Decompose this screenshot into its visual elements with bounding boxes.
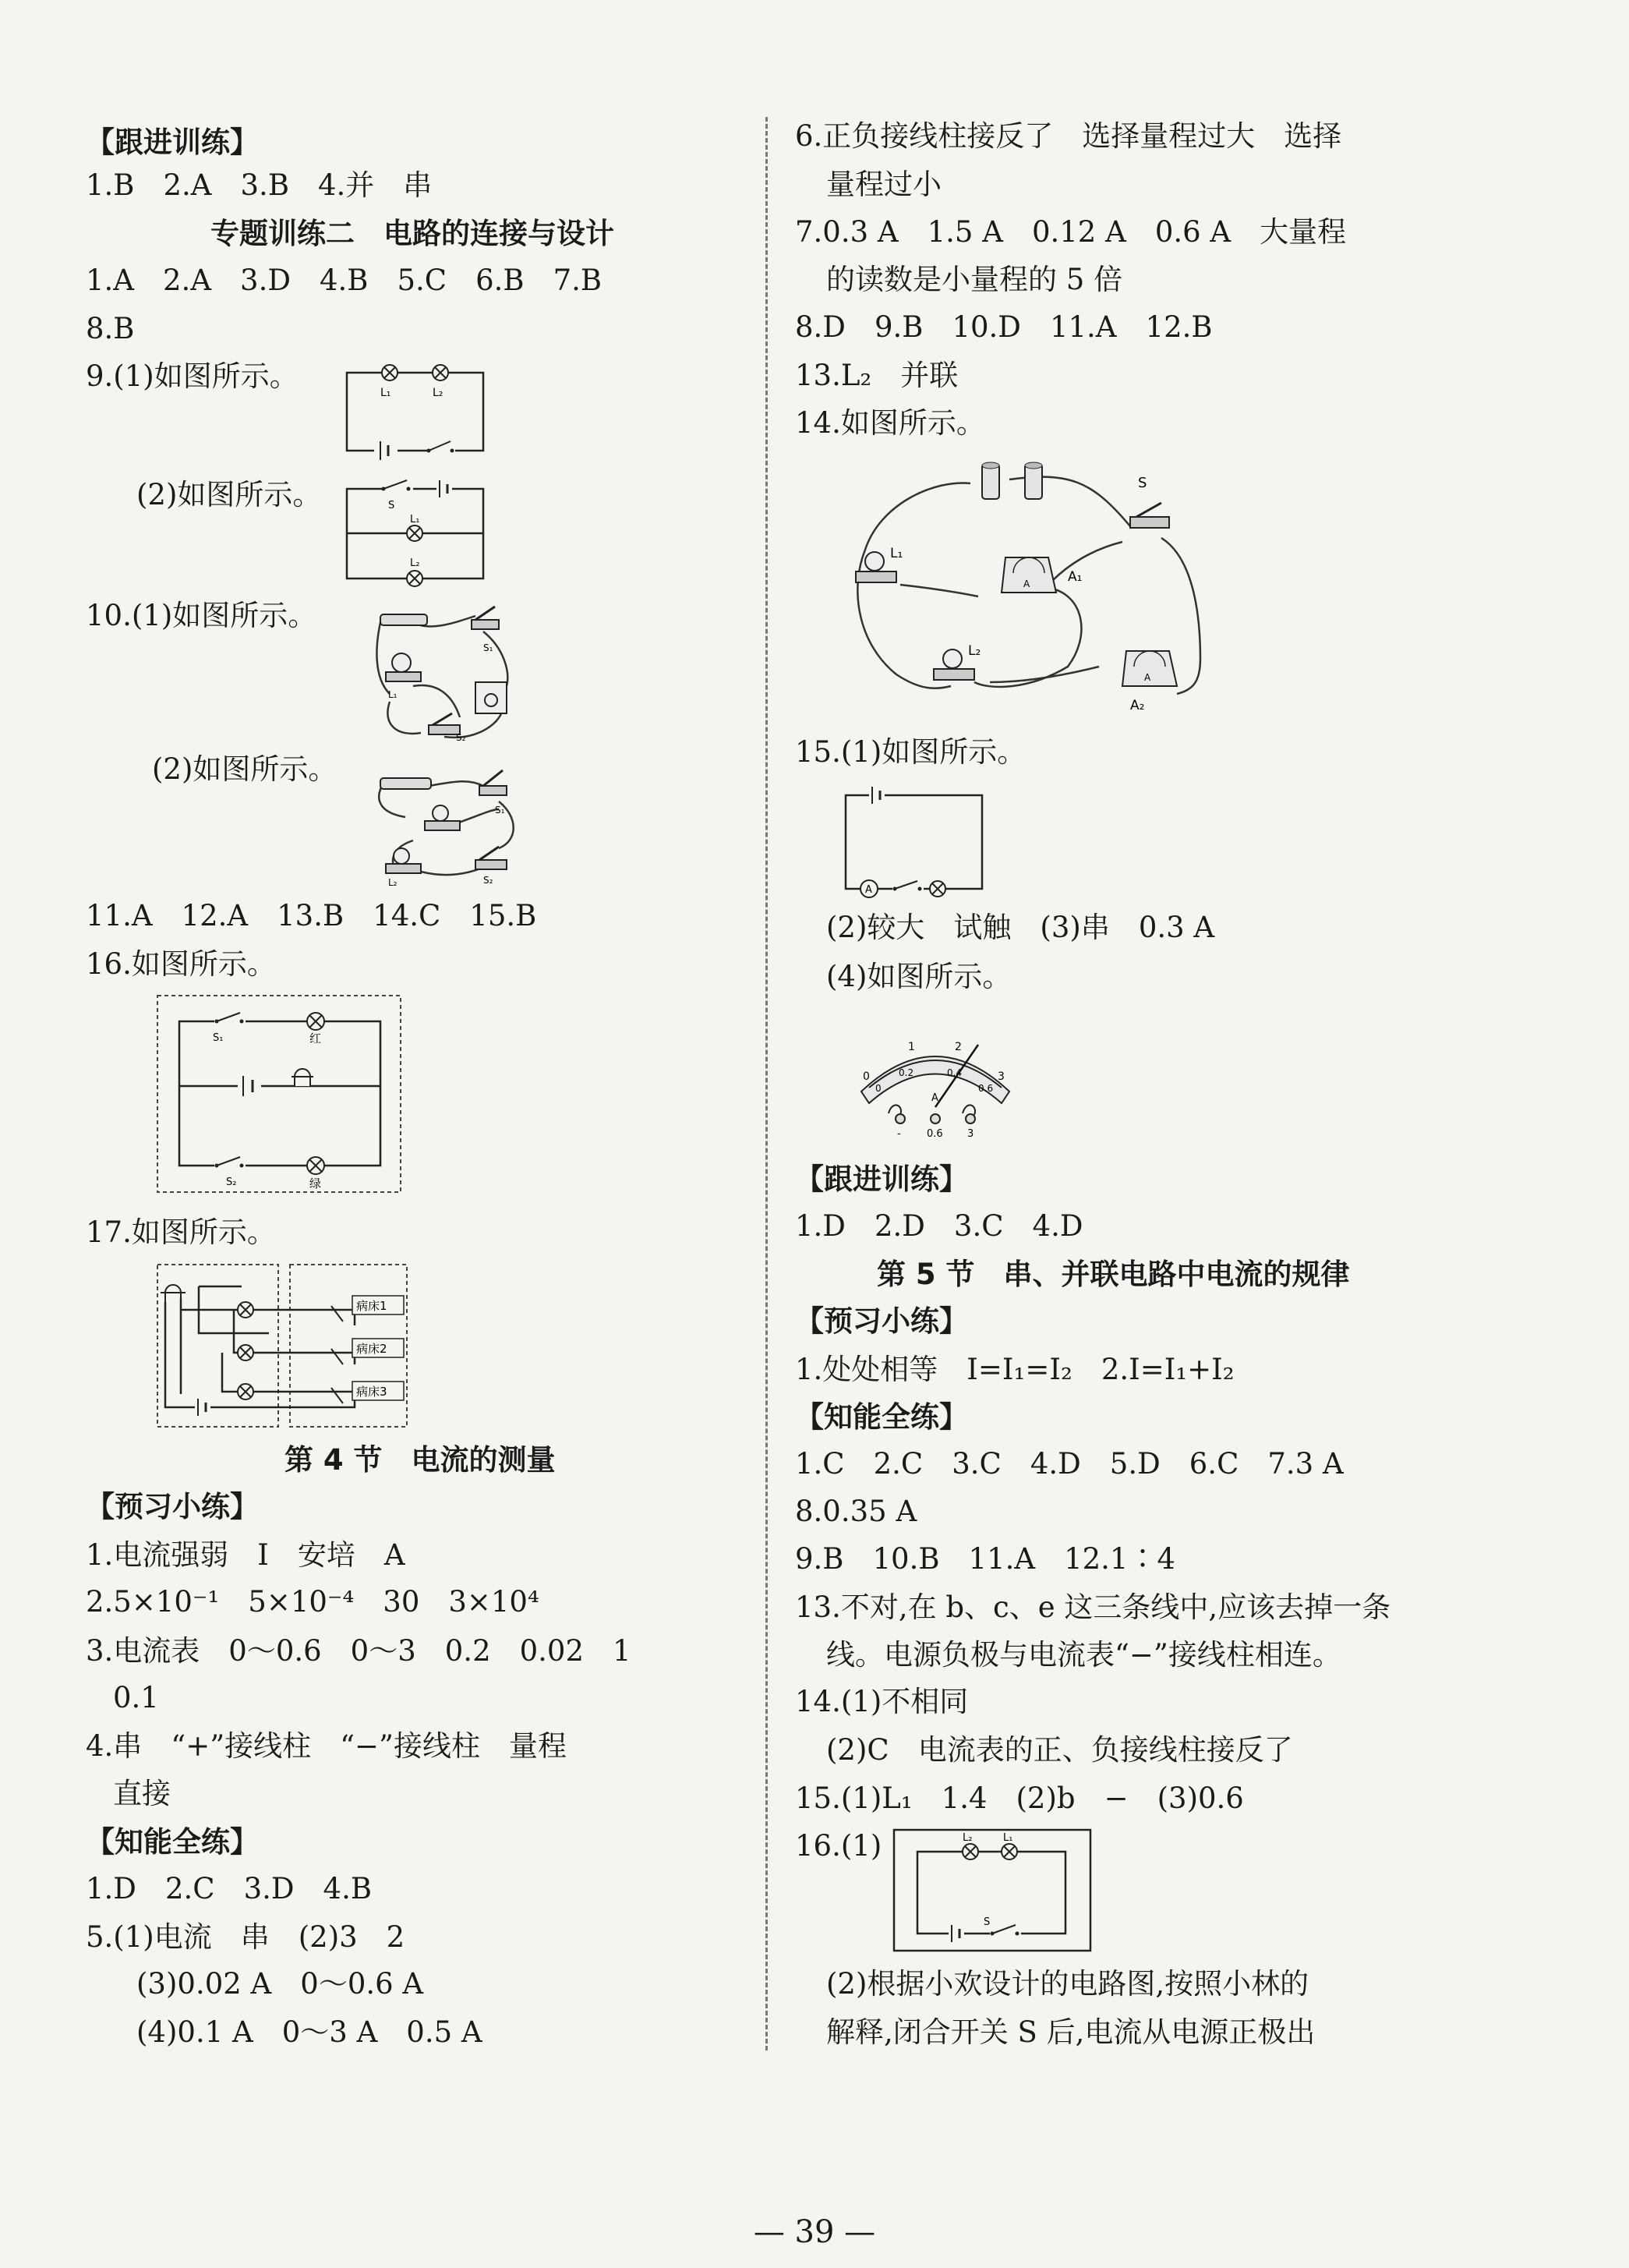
physical-circuit-14: [834, 456, 1208, 721]
terminal-06: 0.6: [927, 1128, 943, 1140]
ammeter-a1-mark: A: [1023, 578, 1030, 589]
answer-line: 16.如图所示。: [86, 947, 276, 981]
bed2-label: 病床2: [356, 1342, 387, 1356]
answer-line: 1.C 2.C 3.C 4.D 5.D 6.C 7.3 A: [795, 1447, 1344, 1481]
label-red: 红: [309, 1031, 322, 1046]
answer-line: 的读数是小量程的 5 倍: [826, 263, 1123, 296]
answer-line: (3)0.02 A 0～0.6 A: [136, 1967, 424, 2001]
circuit-diagram-15-1: [838, 784, 994, 900]
section-heading: 【知能全练】: [795, 1400, 968, 1434]
answer-line: 15.(1)L₁ 1.4 (2)b − (3)0.6: [795, 1781, 1244, 1815]
bed1-label: 病床1: [356, 1299, 387, 1313]
answer-line: (4)如图所示。: [826, 960, 1012, 993]
circuit-diagram-16-1: [892, 1828, 1095, 1953]
answer-line: 0.1: [113, 1681, 159, 1714]
terminal-minus: -: [897, 1128, 901, 1140]
circuit-diagram-9-2: [343, 477, 491, 586]
answer-line: 13.L₂ 并联: [795, 359, 959, 392]
answer-line: 11.A 12.A 13.B 14.C 15.B: [86, 899, 537, 932]
answer-line: 14.(1)不相同: [795, 1685, 969, 1718]
circuit-diagram-9-1: [343, 359, 491, 460]
answer-line: 8.B: [86, 312, 135, 345]
answer-line: 1.A 2.A 3.D 4.B 5.C 6.B 7.B: [86, 264, 602, 297]
answer-line: 线。电源负极与电流表“−”接线柱相连。: [826, 1638, 1341, 1672]
tick-0: 0: [863, 1070, 870, 1083]
label-l2: L₂: [388, 877, 398, 888]
ammeter-symbol: A: [865, 884, 872, 896]
label-s2: S₂: [456, 732, 466, 743]
answer-line: 16.(1): [795, 1829, 882, 1863]
answer-line: 15.(1)如图所示。: [795, 735, 1027, 769]
answer-line: (2)如图所示。: [136, 478, 322, 511]
answer-line: (2)如图所示。: [152, 752, 337, 786]
ammeter-dial-15-4: [846, 1014, 1025, 1138]
label-l2: L₂: [963, 1832, 973, 1844]
answer-line: 1.B 2.A 3.B 4.并 串: [86, 168, 433, 202]
label-l1: L₁: [1003, 1832, 1013, 1844]
answer-line: (2)C 电流表的正、负接线柱接反了: [826, 1733, 1293, 1767]
label-a2: A₂: [1130, 698, 1145, 713]
label-a1: A₁: [1068, 569, 1083, 585]
topic-title: 专题训练二 电路的连接与设计: [210, 217, 614, 250]
ammeter-a2-mark: A: [1144, 672, 1151, 683]
answer-line: 5.(1)电流 串 (2)3 2: [86, 1920, 405, 1954]
section-heading: 【预习小练】: [795, 1304, 968, 1338]
label-s1: S₁: [213, 1032, 224, 1044]
answer-line: 14.如图所示。: [795, 406, 985, 440]
label-l1: L₁: [410, 514, 420, 525]
answer-line: 解释,闭合开关 S 后,电流从电源正极出: [826, 2015, 1316, 2049]
label-s: S: [388, 500, 395, 511]
tick-0-small: 0: [875, 1083, 882, 1094]
label-l1: L₁: [388, 689, 398, 700]
answer-line: 2.5×10⁻¹ 5×10⁻⁴ 30 3×10⁴: [86, 1585, 539, 1619]
answer-line: 9.B 10.B 11.A 12.1∶4: [795, 1542, 1176, 1576]
answer-line: 8.D 9.B 10.D 11.A 12.B: [795, 310, 1213, 344]
circuit-diagram-17: [156, 1263, 413, 1431]
answer-line: 1.电流强弱 I 安培 A: [86, 1538, 405, 1572]
section-title: 第 4 节 电流的测量: [284, 1443, 556, 1477]
answer-line: 10.(1)如图所示。: [86, 599, 317, 632]
answer-line: 1.处处相等 I=I₁=I₂ 2.I=I₁+I₂: [795, 1353, 1235, 1386]
answer-line: 1.D 2.D 3.C 4.D: [795, 1209, 1083, 1243]
label-l2: L₂: [968, 643, 981, 659]
physical-circuit-10-1: [366, 600, 522, 745]
answer-line: 1.D 2.C 3.D 4.B: [86, 1872, 373, 1905]
section-heading: 【跟进训练】: [86, 126, 259, 159]
label-green: 绿: [309, 1176, 322, 1191]
answer-line: (2)较大 试触 (3)串 0.3 A: [826, 911, 1215, 944]
answer-line: 直接: [113, 1777, 171, 1810]
bed3-label: 病床3: [356, 1385, 387, 1399]
section-title: 第 5 节 串、并联电路中电流的规律: [877, 1258, 1350, 1291]
label-l1: L₁: [890, 546, 903, 561]
tick-2: 2: [955, 1041, 962, 1053]
answer-line: 量程过小: [826, 168, 942, 201]
column-divider: [765, 117, 768, 2050]
label-s: S: [1138, 475, 1147, 491]
answer-line: 6.正负接线柱接反了 选择量程过大 选择: [795, 119, 1342, 153]
answer-line: 8.0.35 A: [795, 1495, 917, 1528]
physical-circuit-10-2: [366, 755, 522, 887]
meter-unit: A: [931, 1092, 938, 1104]
section-heading: 【知能全练】: [86, 1825, 259, 1859]
page-number: — 39 —: [753, 2214, 876, 2250]
tick-02: 0.2: [899, 1067, 914, 1078]
label-s: S: [984, 1916, 991, 1928]
answer-line: 9.(1)如图所示。: [86, 359, 299, 393]
answer-line: 7.0.3 A 1.5 A 0.12 A 0.6 A 大量程: [795, 215, 1347, 249]
tick-06: 0.6: [978, 1083, 994, 1094]
label-s2: S₂: [483, 875, 493, 886]
tick-3: 3: [998, 1070, 1005, 1083]
answer-line: 4.串 “+”接线柱 “−”接线柱 量程: [86, 1729, 567, 1763]
label-s1: S₁: [483, 642, 493, 653]
answer-line: 17.如图所示。: [86, 1215, 276, 1249]
tick-1: 1: [908, 1041, 915, 1053]
label-l1: L₁: [380, 387, 391, 399]
answer-line: (2)根据小欢设计的电路图,按照小林的: [826, 1967, 1309, 2001]
section-heading: 【预习小练】: [86, 1490, 259, 1523]
label-l2: L₂: [433, 387, 443, 399]
answer-line: (4)0.1 A 0～3 A 0.5 A: [136, 2015, 482, 2049]
label-l2: L₂: [410, 557, 420, 569]
answer-line: 13.不对,在 b、c、e 这三条线中,应该去掉一条: [795, 1590, 1391, 1624]
circuit-diagram-16: [156, 994, 405, 1197]
label-s2: S₂: [226, 1176, 237, 1188]
answer-line: 3.电流表 0～0.6 0～3 0.2 0.02 1: [86, 1634, 631, 1668]
label-s1: S₁: [495, 805, 505, 816]
section-heading: 【跟进训练】: [795, 1162, 968, 1196]
tick-04: 0.4: [947, 1067, 963, 1078]
terminal-3: 3: [967, 1128, 974, 1140]
